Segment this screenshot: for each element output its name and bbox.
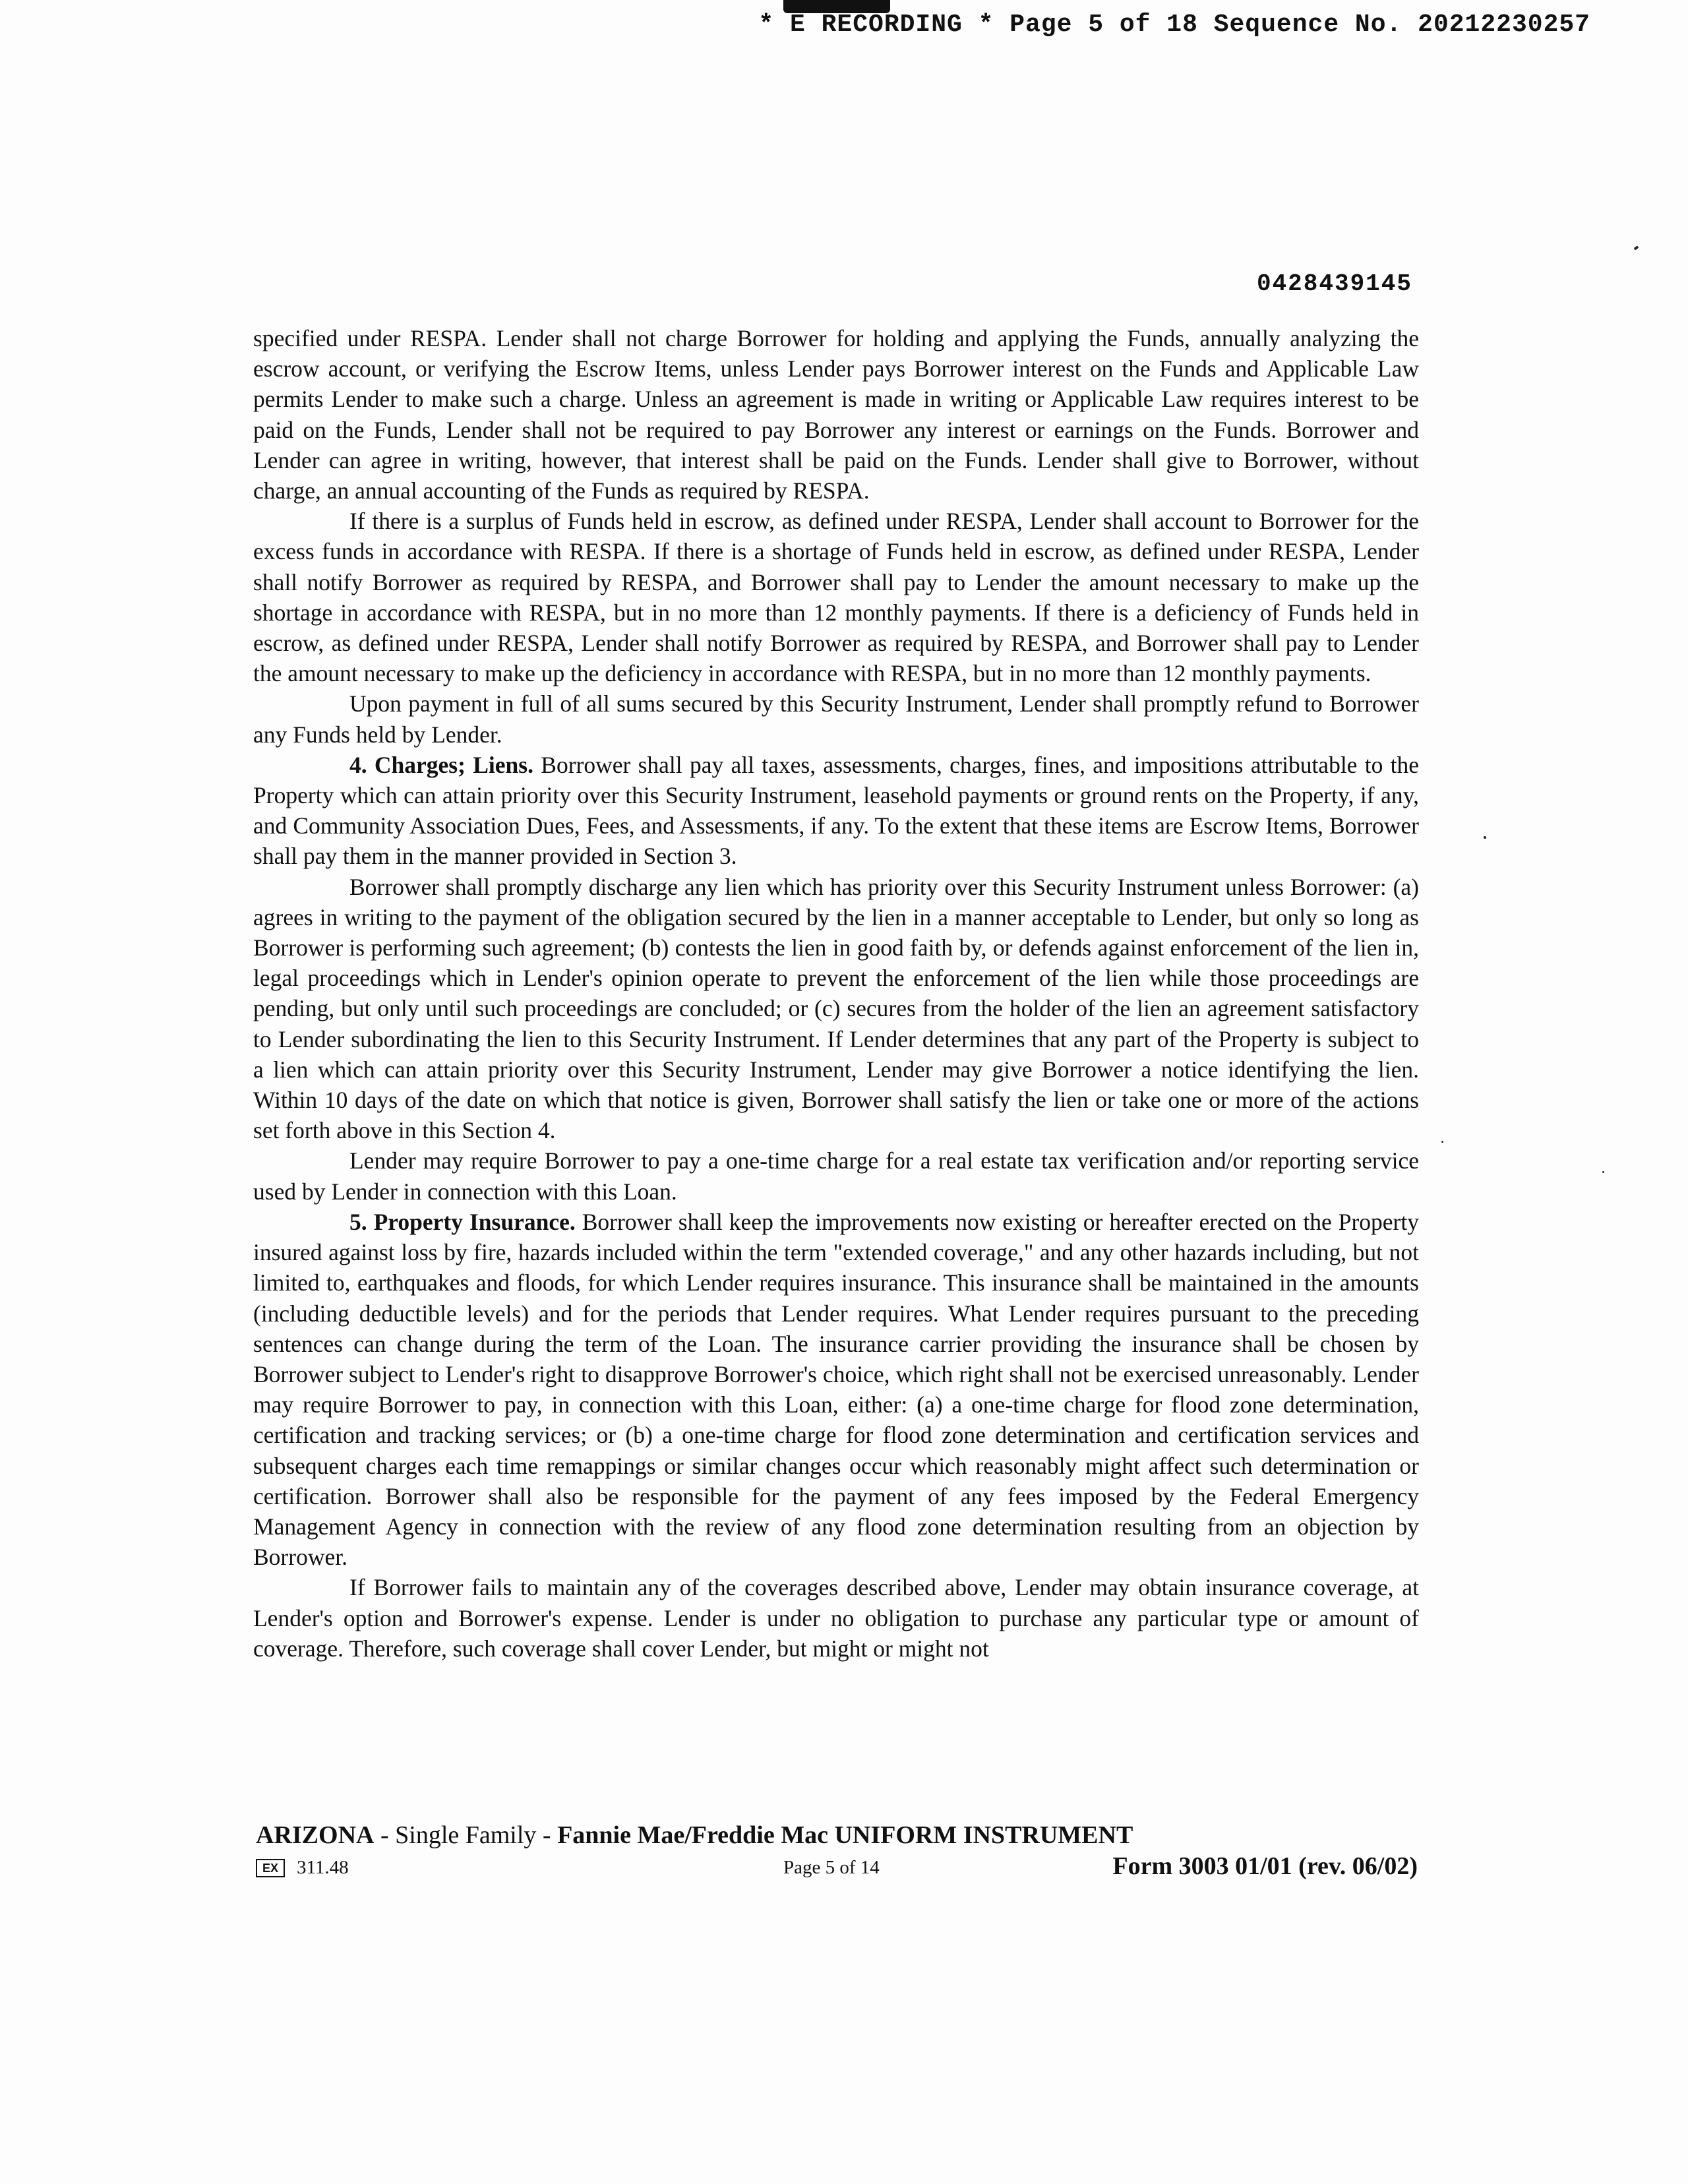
footer-state: ARIZONA — [256, 1821, 375, 1849]
section-5-heading: 5. Property Insurance. — [349, 1208, 576, 1235]
scan-speck — [1633, 245, 1639, 250]
ex-logo-icon: EX — [256, 1859, 285, 1877]
paragraph — [253, 506, 1419, 688]
paragraph-text: If Borrower fails to maintain any of the coverages described above, Lender may obtain insurance coverage, at Lender's option and Borrower's expense. Lender is under no obligation to purchase any particular type or amount of coverage. Therefore, such coverage shall cover Lender, but might or might not — [253, 1574, 1419, 1662]
paragraph — [253, 1145, 1419, 1206]
scan-speck — [1484, 836, 1486, 839]
footer-form-line — [256, 1852, 1418, 1883]
paragraph-text: Upon payment in full of all sums secured by this Security Instrument, Lender shall promptly refund to Borrower any Funds held by Lender. — [253, 690, 1419, 748]
form-number: Form 3003 01/01 (rev. 06/02) — [1112, 1852, 1418, 1880]
paragraph-text: Borrower shall promptly discharge any lien which has priority over this Security Instrument unless Borrower: (a) agrees in writing to the payment of the obligation secured by the lien in a manner acceptable to Lender, but only so long as Borrower is performing such agreement; (b) contests the lien in good faith by, or defends against enforcement of the lien in, legal proceedings which in Lender's opinion operate to prevent the enforcement of the lien while those proceedings are pending, but only until such proceedings are concluded; or (c) secures from the holder of the lien an agreement satisfactory to Lender subordinating the lien to this Security Instrument. If Lender determines that any part of the Property is subject to a lien which can attain priority over this Security Instrument, Lender may give Borrower a notice identifying the lien. Within 10 days of the date on which that notice is given, Borrower shall satisfy the lien or take one or more of the actions set forth above in this Section 4. — [253, 873, 1419, 1144]
form-code-number: 311.48 — [297, 1857, 349, 1878]
loan-number: 0428439145 — [1256, 270, 1412, 297]
paragraph-text: Borrower shall pay all taxes, assessments, charges, fines, and impositions attributable to the Property which can attain priority over this Security Instrument, leasehold payments or ground rents on the Property, if any, and Community Association Dues, Fees, and Assessments, if any. To the extent that these items are Escrow Items, Borrower shall pay them in the manner provided in Section 3. — [253, 751, 1420, 870]
paragraph — [253, 323, 1419, 506]
section-4-heading: 4. Charges; Liens. — [349, 751, 533, 778]
form-footer — [256, 1820, 1418, 1883]
section-5-paragraph — [253, 1207, 1419, 1572]
paragraph-text: If there is a surplus of Funds held in escrow, as defined under RESPA, Lender shall account to Borrower for the excess funds in accordance with RESPA. If there is a shortage of Funds held in escrow, as defined under RESPA, Lender shall notify Borrower as required by RESPA, and Borrower shall pay to Lender the amount necessary to make up the shortage in accordance with RESPA, but in no more than 12 monthly payments. If there is a deficiency of Funds held in escrow, as defined under RESPA, Lender shall notify Borrower as required by RESPA, and Borrower shall pay to Lender the amount necessary to make up the deficiency in accordance with RESPA, but in no more than 12 monthly payments. — [253, 508, 1419, 687]
recording-header: * E RECORDING * Page 5 of 18 Sequence No. 20212230257 — [758, 11, 1590, 39]
paragraph — [253, 1572, 1419, 1664]
body-text — [253, 323, 1419, 1664]
paragraph-text: specified under RESPA. Lender shall not charge Borrower for holding and applying the Funds, annually analyzing the escrow account, or verifying the Escrow Items, unless Lender pays Borrower interest on the Funds and Applicable Law permits Lender to make such a charge. Unless an agreement is made in writing or Applicable Law requires interest to be paid on the Funds, Lender shall not be required to pay Borrower any interest or earnings on the Funds. Borrower and Lender can agree in writing, however, that interest shall be paid on the Funds. Lender shall give to Borrower, without charge, an annual accounting of the Funds as required by RESPA. — [253, 325, 1419, 504]
scan-speck — [1441, 1141, 1443, 1143]
paragraph-text: Borrower shall keep the improvements now existing or hereafter erected on the Property insured against loss by fire, hazards included within the term "extended coverage," and any other hazards including, but not limited to, earthquakes and floods, for which Lender requires insurance. This insurance shall be maintained in the amounts (including deductible levels) and for the periods that Lender requires. What Lender requires pursuant to the preceding sentences can change during the term of the Loan. The insurance carrier providing the insurance shall be chosen by Borrower subject to Lender's right to disapprove Borrower's choice, which right shall not be exercised unreasonably. Lender may require Borrower to pay, in connection with this Loan, either: (a) a one-time charge for flood zone determination, certification and tracking services; or (b) a one-time charge for flood zone determination and certification services and subsequent charges each time remappings or similar changes occur which reasonably might affect such determination or certification. Borrower shall also be responsible for the payment of any fees imposed by the Federal Emergency Management Agency in connection with the review of any flood zone determination resulting from an objection by Borrower. — [253, 1208, 1419, 1571]
paragraph — [253, 872, 1419, 1146]
paragraph-text: Lender may require Borrower to pay a one-time charge for a real estate tax verification and/or reporting service used by Lender in connection with this Loan. — [253, 1147, 1419, 1205]
footer-separator: - Single Family - — [374, 1821, 558, 1849]
form-code — [256, 1857, 349, 1879]
scan-speck — [1602, 1171, 1604, 1173]
footer-instrument-line — [256, 1820, 1418, 1850]
footer-instrument: Fannie Mae/Freddie Mac UNIFORM INSTRUMENT — [557, 1821, 1133, 1849]
paragraph — [253, 688, 1419, 749]
page-number: Page 5 of 14 — [783, 1857, 880, 1878]
section-4-paragraph — [253, 750, 1419, 872]
